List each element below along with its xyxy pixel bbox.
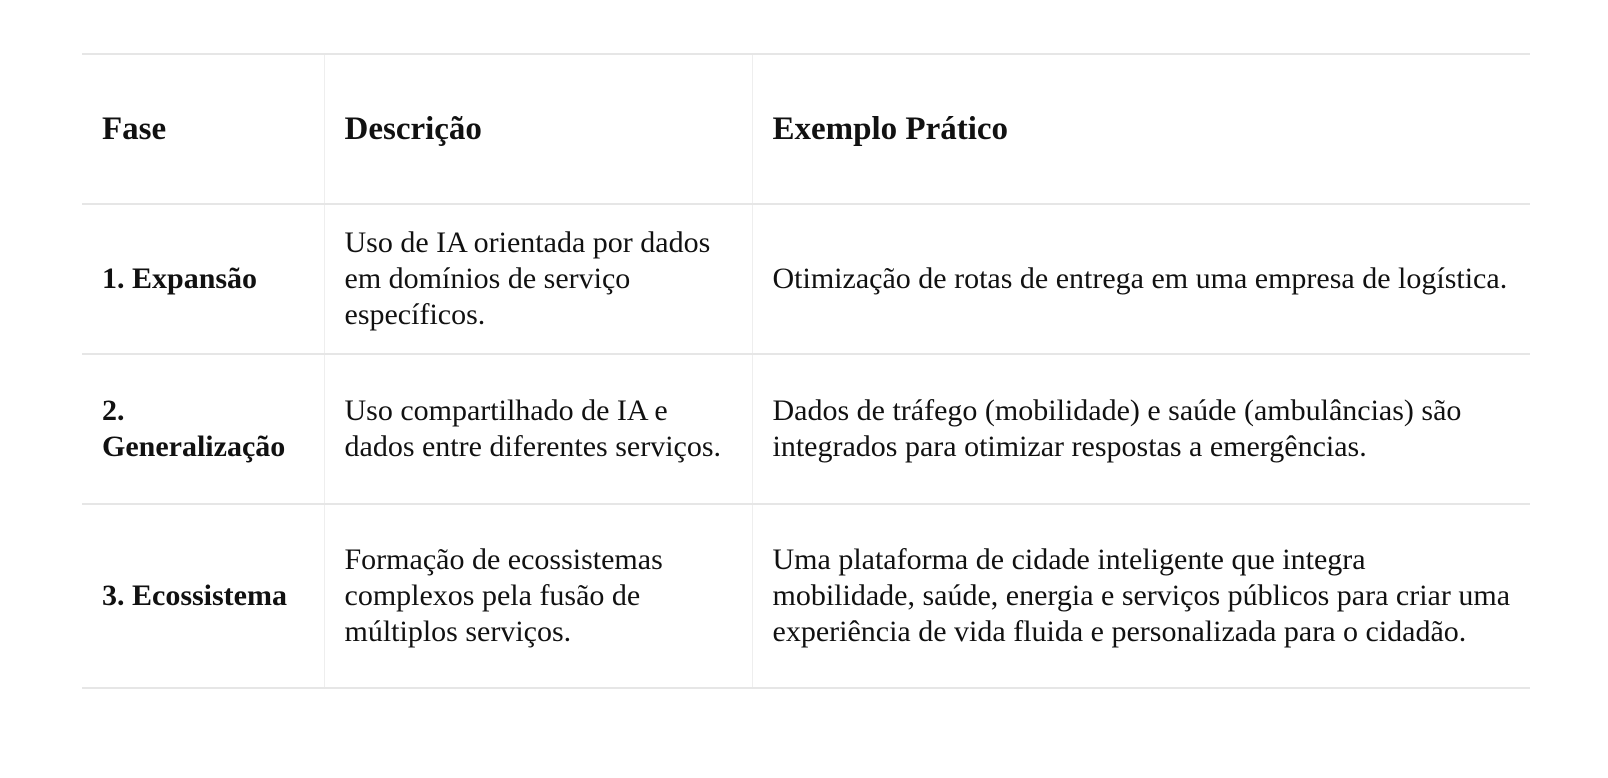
phases-table [82,53,1530,689]
header-phase: Fase [102,111,167,147]
phase-cell: 1. Expansão [102,262,258,295]
phase-cell: 3. Ecossistema [102,579,287,612]
table-row [82,204,1530,354]
phase-cell: 2. Generalização [102,394,286,463]
example-cell: Uma plataforma de cidade inteligente que integra mobilidade, saúde, energia e serviços públicos para criar uma experiência de vida fluida e personalizada para o cidadão. [752,504,1530,688]
header-row [82,54,1530,204]
phases-table-container [82,53,1530,689]
table-row [82,504,1530,688]
description-cell: Formação de ecossistemas complexos pela fusão de múltiplos serviços. [324,504,752,688]
example-cell: Otimização de rotas de entrega em uma empresa de logística. [752,204,1530,354]
example-cell: Dados de tráfego (mobilidade) e saúde (ambulâncias) são integrados para otimizar respostas a emergências. [752,354,1530,504]
description-cell: Uso de IA orientada por dados em domínios de serviço específicos. [324,204,752,354]
table-row [82,354,1530,504]
header-example: Exemplo Prático [752,54,1530,204]
table-header [82,54,1530,204]
table-body [82,204,1530,688]
header-description: Descrição [324,54,752,204]
description-cell: Uso compartilhado de IA e dados entre diferentes serviços. [324,354,752,504]
